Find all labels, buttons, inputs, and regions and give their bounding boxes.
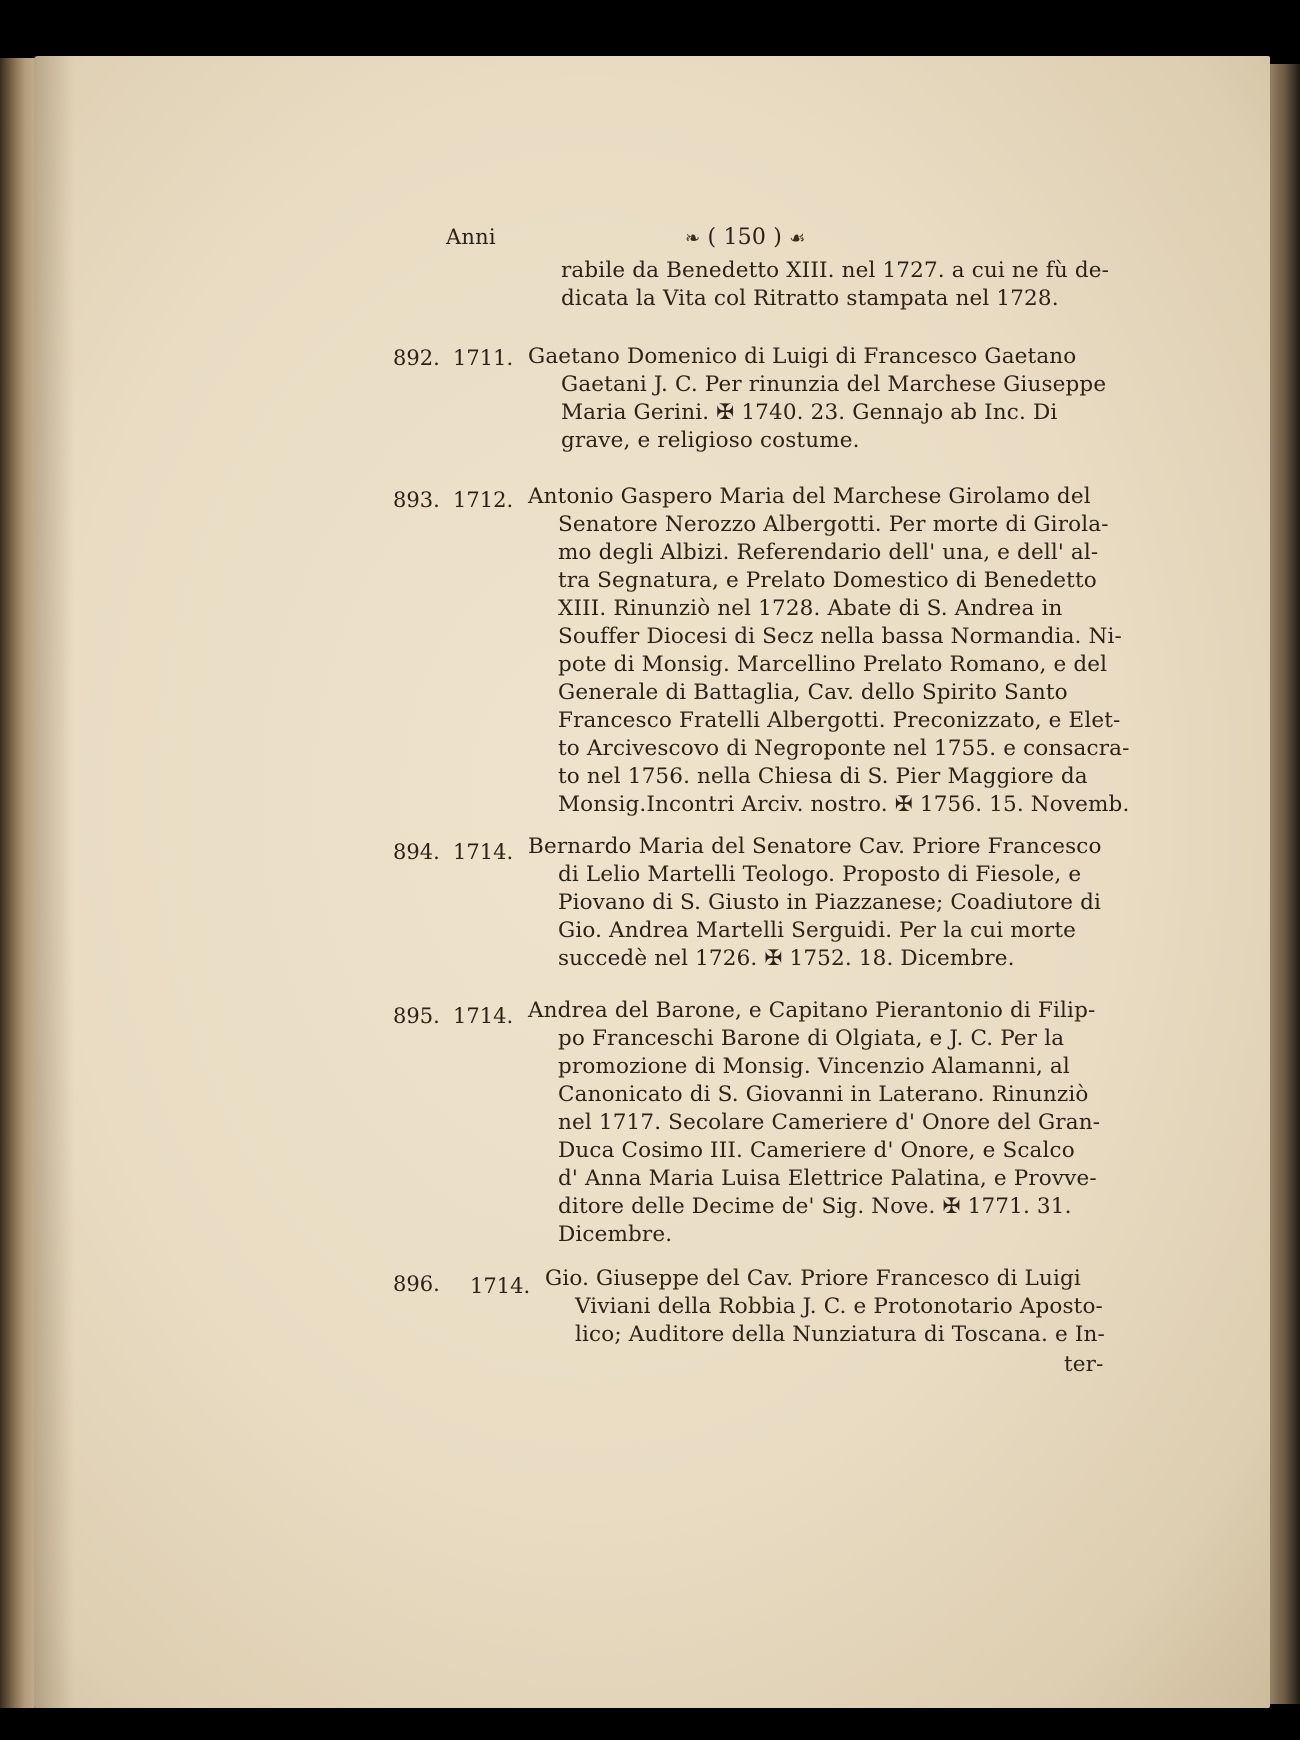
entry-line: Antonio Gaspero Maria del Marchese Girolamo del xyxy=(528,484,1091,509)
entry-line: Bernardo Maria del Senatore Cav. Priore Francesco xyxy=(528,834,1102,859)
entry-line: nel 1717. Secolare Cameriere d' Onore del Gran- xyxy=(558,1110,1101,1135)
entry-line: di Lelio Martelli Teologo. Proposto di Fiesole, e xyxy=(558,862,1082,887)
entry-line: Francesco Fratelli Albergotti. Preconizzato, e Elet- xyxy=(558,708,1121,733)
entry-line: po Franceschi Barone di Olgiata, e J. C. Per la xyxy=(558,1026,1065,1051)
entry-number: 893. xyxy=(393,488,440,512)
entry-line: Piovano di S. Giusto in Piazzanese; Coadiutore di xyxy=(558,890,1102,915)
folio-label: ( 150 ) xyxy=(707,225,783,250)
entry-line: Gio. Andrea Martelli Serguidi. Per la cui morte xyxy=(558,918,1077,943)
entry-year: 1712. xyxy=(453,488,514,512)
entry-line: Souffer Diocesi di Secz nella bassa Normandia. Ni- xyxy=(558,624,1122,649)
entry-line: lico; Auditore della Nunziatura di Toscana. e In- xyxy=(575,1322,1105,1347)
continuation-line: rabile da Benedetto XIII. nel 1727. a cui ne fù de- xyxy=(561,258,1110,283)
entry-line: Monsig.Incontri Arciv. nostro. ✠ 1756. 15. Novemb. xyxy=(558,792,1130,817)
entry-line: pote di Monsig. Marcellino Prelato Romano, e del xyxy=(558,652,1108,677)
entry-line: Andrea del Barone, e Capitano Pierantonio di Filip- xyxy=(528,998,1096,1023)
flourish-left-icon: ❧ xyxy=(685,228,701,249)
entry-number: 892. xyxy=(393,346,440,370)
entry-line: d' Anna Maria Luisa Elettrice Palatina, e Provve- xyxy=(558,1166,1097,1191)
catchword: ter- xyxy=(1064,1352,1104,1377)
entry-year: 1714. xyxy=(453,1004,514,1028)
entry-line: grave, e religioso costume. xyxy=(561,428,860,453)
entry-line: Dicembre. xyxy=(558,1222,673,1247)
entry-number: 894. xyxy=(393,840,440,864)
entry-line: succedè nel 1726. ✠ 1752. 18. Dicembre. xyxy=(558,946,1015,971)
entry-number: 895. xyxy=(393,1004,440,1028)
entry-line: to Arcivescovo di Negroponte nel 1755. e consacra- xyxy=(558,736,1130,761)
running-head-anni: Anni xyxy=(446,225,496,249)
entry-line: Viviani della Robbia J. C. e Protonotario Aposto- xyxy=(575,1294,1103,1319)
entry-year: 1711. xyxy=(453,346,514,370)
entry-line: Gaetano Domenico di Luigi di Francesco Gaetano xyxy=(528,344,1077,369)
flourish-right-icon: ☙ xyxy=(789,228,806,249)
entry-line: XIII. Rinunziò nel 1728. Abate di S. Andrea in xyxy=(558,596,1063,621)
continuation-line: dicata la Vita col Ritratto stampata nel 1728. xyxy=(561,286,1059,311)
entry-line: Canonicato di S. Giovanni in Laterano. Rinunziò xyxy=(558,1082,1089,1107)
entry-line: to nel 1756. nella Chiesa di S. Pier Maggiore da xyxy=(558,764,1088,789)
entry-line: Senatore Nerozzo Albergotti. Per morte di Girola- xyxy=(558,512,1109,537)
entry-line: tra Segnatura, e Prelato Domestico di Benedetto xyxy=(558,568,1097,593)
entry-line: Gio. Giuseppe del Cav. Priore Francesco di Luigi xyxy=(545,1266,1081,1291)
entry-line: mo degli Albizi. Referendario dell' una, e dell' al- xyxy=(558,540,1099,565)
entry-number: 896. xyxy=(393,1272,440,1296)
entry-line: Duca Cosimo III. Cameriere d' Onore, e Scalco xyxy=(558,1138,1075,1163)
entry-line: Gaetani J. C. Per rinunzia del Marchese Giuseppe xyxy=(561,372,1107,397)
entry-line: promozione di Monsig. Vincenzio Alamanni, al xyxy=(558,1054,1070,1079)
entry-line: ditore delle Decime de' Sig. Nove. ✠ 1771. 31. xyxy=(558,1194,1072,1219)
entry-line: Generale di Battaglia, Cav. dello Spirito Santo xyxy=(558,680,1068,705)
entry-year: 1714. xyxy=(470,1274,531,1298)
page-number xyxy=(685,225,806,250)
entry-year: 1714. xyxy=(453,840,514,864)
entry-line: Maria Gerini. ✠ 1740. 23. Gennajo ab Inc. Di xyxy=(561,400,1058,425)
page-gutter-shadow xyxy=(34,56,74,1708)
